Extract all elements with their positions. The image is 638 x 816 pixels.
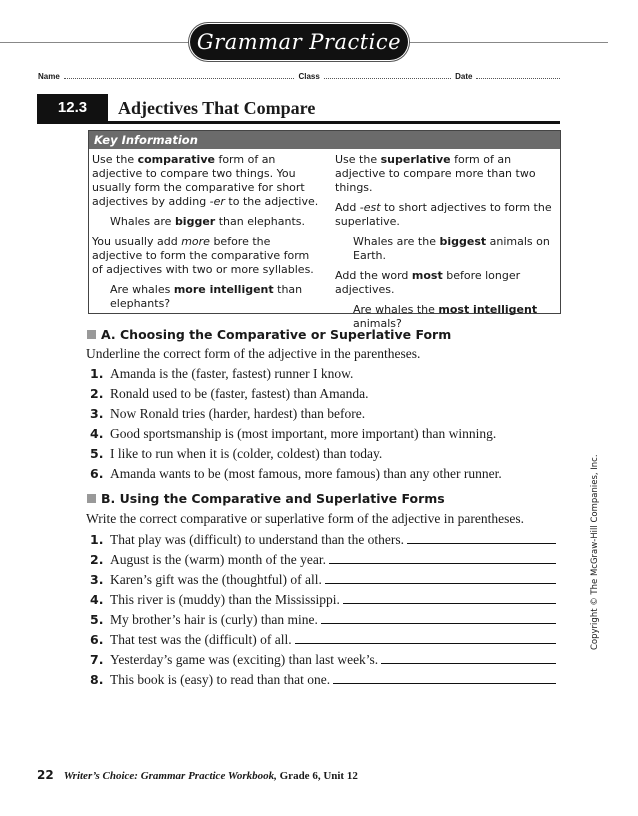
term: comparative: [137, 153, 215, 166]
square-bullet-icon: [87, 330, 96, 339]
item-text: August is the (warm) month of the year.: [110, 552, 326, 567]
text: Whales are: [110, 215, 175, 228]
item-text: Karen’s gift was the (thoughtful) of all.: [110, 572, 322, 587]
item-text: My brother’s hair is (curly) than mine.: [110, 612, 318, 627]
term: superlative: [380, 153, 451, 166]
exercise-item: [90, 671, 556, 688]
suffix: -est: [359, 201, 381, 214]
answer-line[interactable]: [381, 651, 556, 664]
exercise-item: [90, 551, 556, 568]
section-header: [37, 94, 560, 124]
answer-line[interactable]: [321, 611, 556, 624]
item-text: Yesterday’s game was (exciting) than last week’s.: [110, 652, 379, 667]
item-text: Now Ronald tries (harder, hardest) than before.: [110, 406, 366, 421]
item-number: 2.: [90, 552, 104, 567]
name-label: Name: [38, 72, 60, 81]
item-number: 1.: [90, 366, 104, 381]
term: biggest: [439, 235, 487, 248]
key-paragraph: [335, 201, 560, 229]
term: more intelligent: [173, 283, 274, 296]
text: Are whales the: [353, 303, 439, 316]
part-b-heading-text: B. Using the Comparative and Superlative Forms: [101, 491, 445, 506]
item-text: I like to run when it is (colder, coldest) than today.: [110, 446, 383, 461]
grade-unit: Grade 6, Unit 12: [276, 770, 358, 782]
exercise-item: [90, 426, 556, 442]
item-number: 2.: [90, 386, 104, 401]
date-field[interactable]: [476, 72, 560, 79]
answer-line[interactable]: [295, 631, 556, 644]
exercise-item: [90, 651, 556, 668]
key-info-left-column: [92, 153, 322, 317]
key-info-right-column: [335, 153, 560, 337]
text: animals on Earth.: [353, 235, 550, 262]
key-information-title: Key Information: [89, 131, 560, 149]
page-number: 22: [37, 768, 54, 782]
banner-title: Grammar Practice: [190, 24, 408, 60]
item-number: 6.: [90, 632, 104, 647]
key-information-box: [88, 130, 561, 330]
key-example: [335, 235, 560, 263]
date-label: Date: [455, 72, 473, 81]
section-number: 12.3: [37, 94, 108, 121]
key-paragraph: [335, 153, 560, 195]
item-text: This river is (muddy) than the Mississippi.: [110, 592, 340, 607]
name-field[interactable]: [64, 72, 295, 79]
text: before longer adjectives.: [335, 269, 521, 296]
key-paragraph: [335, 269, 560, 297]
answer-line[interactable]: [329, 551, 556, 564]
text: to the adjective.: [224, 195, 319, 208]
item-number: 3.: [90, 572, 104, 587]
text: than elephants?: [110, 283, 303, 310]
text: Add: [335, 201, 360, 214]
term: most: [411, 269, 443, 282]
exercise-item: [90, 406, 556, 422]
item-text: Amanda is the (faster, fastest) runner I know.: [110, 366, 354, 381]
part-a-instruction: Underline the correct form of the adjective in the parentheses.: [86, 346, 421, 361]
text: form of an adjective to compare more than two things.: [335, 153, 536, 194]
exercise-item: [90, 466, 556, 482]
term: most intelligent: [438, 303, 538, 316]
part-b-instruction: Write the correct comparative or superlative form of the adjective in parentheses.: [86, 511, 525, 526]
suffix: -er: [209, 195, 225, 208]
text: form of an adjective to compare two things. You usually form the comparative for short adjectives by adding: [92, 153, 305, 208]
item-number: 3.: [90, 406, 104, 421]
part-a-heading: [87, 327, 451, 342]
text: to short adjectives to form the superlative.: [335, 201, 552, 228]
key-example: [92, 283, 322, 311]
exercise-item: [90, 446, 556, 462]
exercise-item: [90, 386, 556, 402]
exercise-item: [90, 611, 556, 628]
text: than elephants.: [215, 215, 306, 228]
class-label: Class: [298, 72, 320, 81]
footer: [37, 768, 358, 782]
section-title: Adjectives That Compare: [118, 98, 316, 118]
answer-line[interactable]: [325, 571, 556, 584]
part-a-heading-text: A. Choosing the Comparative or Superlative Form: [101, 327, 452, 342]
exercise-item: [90, 571, 556, 588]
item-text: Good sportsmanship is (most important, more important) than winning.: [110, 426, 497, 441]
answer-line[interactable]: [333, 671, 556, 684]
text: Use the: [335, 153, 381, 166]
item-number: 1.: [90, 532, 104, 547]
key-paragraph: [92, 235, 322, 277]
square-bullet-icon: [87, 494, 96, 503]
text: Are whales: [110, 283, 174, 296]
exercise-item: [90, 366, 556, 382]
answer-line[interactable]: [407, 531, 556, 544]
item-text: That play was (difficult) to understand than the others.: [110, 532, 405, 547]
book-title: Writer’s Choice: Grammar Practice Workbook,: [63, 770, 277, 782]
text: You usually add: [92, 235, 182, 248]
answer-line[interactable]: [343, 591, 556, 604]
part-b-heading: [87, 491, 445, 506]
item-text: This book is (easy) to read than that one.: [110, 672, 331, 687]
term: bigger: [174, 215, 216, 228]
item-text: Amanda wants to be (most famous, more famous) than any other runner.: [110, 466, 502, 481]
text: Whales are the: [353, 235, 440, 248]
text: before the adjective to form the comparative form of adjectives with two or more syllables.: [92, 235, 314, 276]
item-number: 4.: [90, 426, 104, 441]
item-number: 5.: [90, 446, 104, 461]
key-paragraph: [92, 153, 322, 209]
item-number: 5.: [90, 612, 104, 627]
text: Add the word: [335, 269, 412, 282]
text: animals?: [353, 317, 402, 330]
class-field[interactable]: [324, 72, 451, 79]
item-number: 4.: [90, 592, 104, 607]
item-text: Ronald used to be (faster, fastest) than Amanda.: [110, 386, 369, 401]
exercise-item: [90, 531, 556, 548]
item-number: 6.: [90, 466, 104, 481]
exercise-item: [90, 591, 556, 608]
term: more: [181, 235, 210, 248]
item-text: That test was the (difficult) of all.: [110, 632, 292, 647]
exercise-item: [90, 631, 556, 648]
copyright-notice: Copyright © The McGraw-Hill Companies, Inc.: [590, 454, 600, 650]
item-number: 7.: [90, 652, 104, 667]
item-number: 8.: [90, 672, 104, 687]
name-class-date-line: [38, 72, 560, 81]
key-example: [92, 215, 322, 229]
text: Use the: [92, 153, 138, 166]
